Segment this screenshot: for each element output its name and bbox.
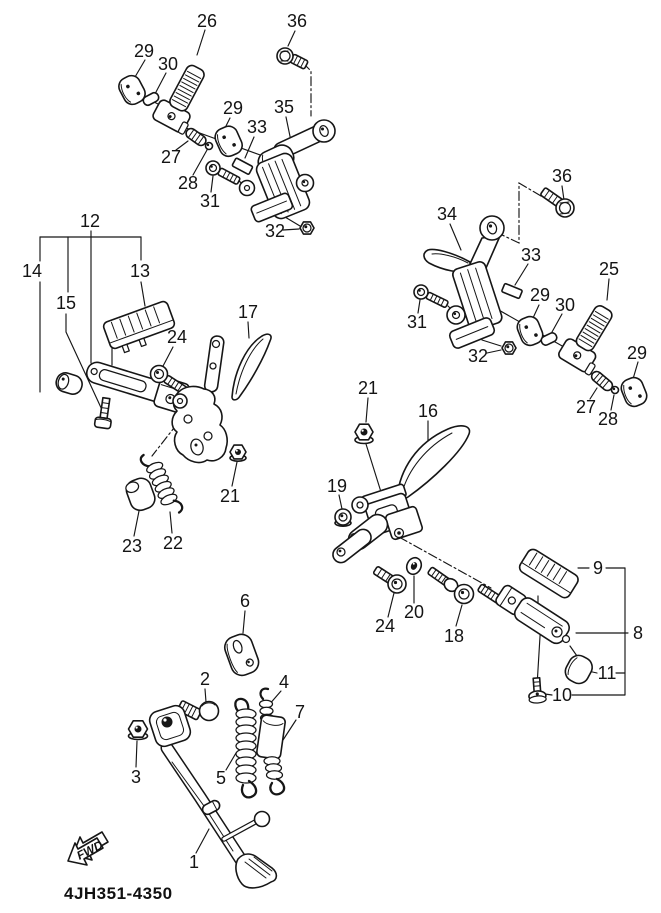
part-16-heel-plate (397, 426, 470, 500)
callout-35-9: 35 (273, 97, 295, 117)
leader-25-27 (607, 279, 609, 300)
callout-31-8: 31 (199, 191, 221, 211)
part-18-bolt (427, 567, 473, 604)
leader-29-30 (633, 362, 638, 379)
callout-34-21: 34 (436, 204, 458, 224)
part-33-slider-a (232, 158, 253, 175)
leader-19-33 (339, 495, 342, 509)
callout-29-6: 29 (222, 98, 244, 118)
callout-31-23: 31 (406, 312, 428, 332)
leader-30-3 (156, 73, 166, 92)
part-7-stand-spring-outer (256, 715, 286, 795)
callout-25-27: 25 (598, 259, 620, 279)
callout-23-19: 23 (121, 536, 143, 556)
callout-10-40: 10 (551, 685, 573, 705)
callout-20-35: 20 (403, 602, 425, 622)
callout-27-4: 27 (160, 147, 182, 167)
part-24-bolt-b (373, 566, 406, 593)
callout-32-24: 32 (467, 346, 489, 366)
bracket-line-13b (141, 282, 145, 306)
part-36-flange-bolt-a (277, 48, 308, 69)
callout-28-5: 28 (177, 173, 199, 193)
part-14-end-cap (54, 371, 84, 397)
centerline-36-right (498, 183, 541, 243)
callout-2-42: 2 (199, 669, 211, 689)
part-32-nut-a (300, 222, 314, 234)
part-27-spring-pin-a (184, 127, 208, 148)
leader-18-36 (456, 605, 462, 626)
callout-7-46: 7 (294, 702, 306, 722)
part-34-rear-bracket-right (424, 216, 504, 350)
leader-32-24 (487, 350, 501, 353)
callout-16-32: 16 (417, 401, 439, 421)
callout-17-16: 17 (237, 302, 259, 322)
callout-36-1: 36 (286, 11, 308, 31)
callout-13-14: 13 (129, 261, 151, 281)
callout-24-34: 24 (374, 616, 396, 636)
callout-36-20: 36 (551, 166, 573, 186)
part-29-cap-b (212, 123, 245, 159)
leader-2-42 (205, 689, 206, 702)
leader-24-15 (162, 347, 173, 368)
leader-24-34 (388, 593, 394, 617)
leader-31-8 (211, 176, 213, 192)
leader-6-41 (243, 611, 245, 633)
part-1-side-stand (147, 703, 276, 888)
part-27-spring-pin-b (590, 369, 615, 392)
leader-29-2 (135, 60, 145, 77)
leader-28-5 (193, 150, 207, 175)
leader-34-21 (450, 224, 461, 250)
fwd-arrow (68, 832, 108, 865)
leader-36-1 (288, 31, 295, 46)
part-11-cap (562, 652, 596, 687)
fwd-label: FWD (74, 837, 106, 863)
leader-21-31 (366, 398, 368, 422)
leader-29-25 (533, 305, 539, 318)
part-20-washer (404, 555, 424, 576)
callout-11-39: 11 (597, 663, 617, 683)
part-15-bolt (94, 397, 114, 429)
callout-33-7: 33 (246, 117, 268, 137)
callout-32-10: 32 (264, 221, 286, 241)
leader-30-26 (552, 314, 562, 332)
part-28-ball-b (612, 387, 619, 394)
drawing-number: 4JH351-4350 (64, 884, 173, 903)
callout-9-37: 9 (592, 558, 604, 578)
part-29-cap-d (619, 375, 650, 409)
callout-6-41: 6 (239, 591, 251, 611)
axis-nut-21b (366, 444, 381, 492)
leader-32-10 (283, 229, 299, 230)
callout-layer (22, 11, 647, 872)
callout-26-0: 26 (196, 11, 218, 31)
axis-nut-32a (285, 217, 300, 226)
part-19-collar (335, 509, 351, 526)
leader-28-29 (611, 395, 614, 410)
callout-19-33: 19 (326, 476, 348, 496)
leader-36-20 (562, 186, 564, 200)
callout-5-44: 5 (215, 768, 227, 788)
leader-21-17 (232, 462, 237, 486)
callout-21-17: 21 (219, 486, 241, 506)
callout-33-22: 33 (520, 245, 542, 265)
part-33-slider-b (502, 283, 523, 298)
centerline-36-left (303, 63, 311, 116)
callout-30-26: 30 (554, 295, 576, 315)
part-5-stand-spring (235, 699, 256, 797)
callout-4-45: 4 (278, 672, 290, 692)
callout-24-15: 24 (166, 327, 188, 347)
part-36-flange-bolt-b (540, 187, 574, 217)
part-10-bolt (528, 677, 547, 703)
part-6-stopper-bracket (222, 631, 262, 678)
callout-12-11: 12 (79, 211, 101, 231)
leader-5-44 (226, 753, 236, 770)
callout-14-12: 14 (21, 261, 43, 281)
callout-29-30: 29 (626, 343, 648, 363)
callout-18-36: 18 (443, 626, 465, 646)
callout-1-47: 1 (188, 852, 200, 872)
callout-22-18: 22 (162, 533, 184, 553)
callout-30-3: 30 (157, 54, 179, 74)
part-29-cap-c (515, 314, 546, 348)
callout-29-25: 29 (529, 285, 551, 305)
leader-33-22 (515, 264, 528, 285)
part-9-footrest-pad (517, 547, 580, 600)
leader-26-0 (197, 30, 205, 55)
leader-3-43 (136, 741, 137, 767)
part-28-ball-a (206, 143, 213, 150)
leader-22-18 (170, 512, 172, 533)
part-32-nut-b (502, 342, 516, 354)
leader-17-16 (248, 322, 249, 338)
part-21-nut-a (230, 445, 246, 461)
axis-cap-11 (570, 646, 577, 656)
callout-21-31: 21 (357, 378, 379, 398)
callout-3-43: 3 (130, 767, 142, 787)
leader-33-7 (245, 137, 254, 158)
leader-1-47 (196, 829, 209, 853)
callout-28-29: 28 (597, 409, 619, 429)
callout-29-2: 29 (133, 41, 155, 61)
callout-15-13: 15 (55, 293, 77, 313)
part-3-nut (129, 721, 148, 740)
leader-23-19 (134, 511, 139, 536)
part-17-front-bracket-assembly (172, 334, 271, 462)
callout-27-28: 27 (575, 397, 597, 417)
callout-8-38: 8 (632, 623, 644, 643)
part-21-nut-b (355, 424, 373, 443)
